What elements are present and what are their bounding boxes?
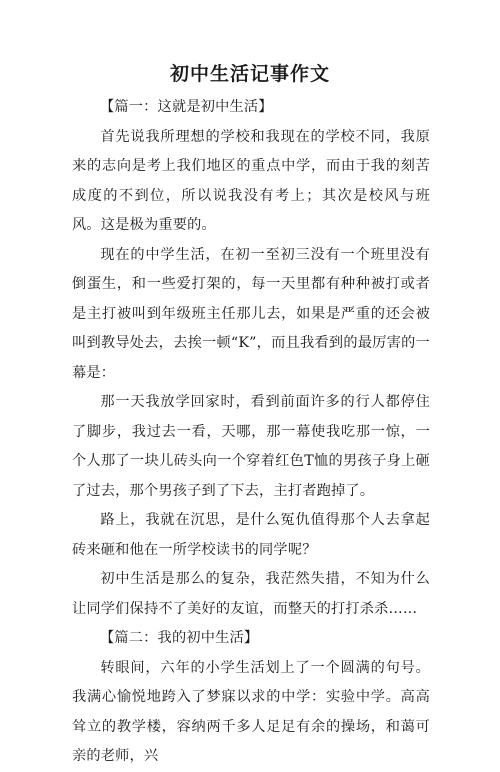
document-title: 初中生活记事作文 (169, 63, 330, 85)
paragraph: 转眼间，六年的小学生活划上了一个圆满的句号。我满心愉悦地跨入了梦寐以求的中学：实验中学。高高耸立的教学楼，容纳两千多人足足有余的操场，和蔼可亲的老师，兴 (72, 659, 430, 764)
paragraph: 首先说我所理想的学校和我现在的学校不同，我原来的志向是考上我们地区的重点中学，而由于我的刻苦成度的不到位，所以说我没有考上；其次是校风与班风。这是极为重要的。 (72, 128, 430, 233)
paragraph: 初中生活是那么的复杂，我茫然失措，不知为什么让同学们保持不了美好的友谊，而整天的打打杀杀…… (72, 571, 430, 617)
document-body (72, 93, 430, 772)
section-heading-1: 【篇一：这就是初中生活】 (100, 99, 273, 115)
paragraph: 那一天我放学回家时，看到前面许多的行人都停住了脚步，我过去一看，天哪，那一幕使我吃那一惊，一个人那了一块儿砖头向一个穿着红色T恤的男孩子身上砸了过去，那个男孩子到了下去，主打者跑掉了。 (72, 394, 430, 499)
paragraph: 路上，我就在沉思，是什么冤仇值得那个人去拿起砖来砸和他在一所学校读书的同学呢？ (72, 512, 430, 558)
paragraph: 现在的中学生活，在初一至初三没有一个班里没有倒蛋生，和一些爱打架的，每一天里都有种种被打或者是主打被叫到年级班主任那儿去，如果是严重的还会被叫到教导处去，去挨一顿“K”，而且我看到的最厉害的一幕是： (72, 246, 430, 381)
section-heading-2: 【篇二：我的初中生活】 (100, 630, 259, 646)
